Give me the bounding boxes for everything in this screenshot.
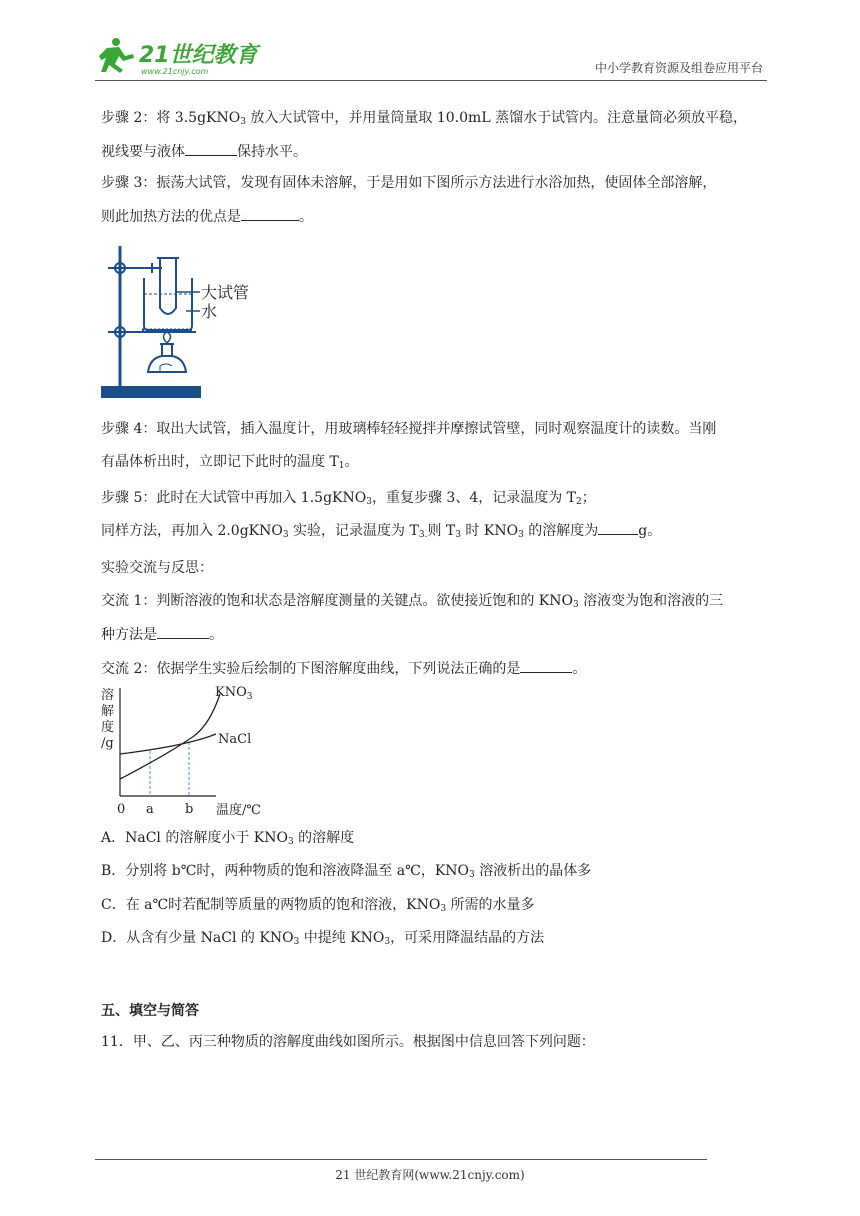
subscript: 2 (576, 497, 582, 507)
text: 保持水平。 (237, 144, 307, 160)
x-tick-0: 0 (117, 802, 126, 817)
text: ； (581, 490, 596, 506)
answer-blank[interactable] (598, 520, 638, 535)
text: 。 (344, 454, 359, 470)
step3-line2 (101, 206, 313, 227)
solubility-chart (98, 684, 278, 820)
y-axis-label-3: 度 (101, 720, 115, 735)
text: 时 KNO (460, 523, 519, 539)
logo-url: www.21cnjy.com (141, 67, 209, 76)
option-b[interactable] (101, 861, 591, 881)
x-tick-b: b (185, 802, 194, 817)
subscript: 3 (573, 600, 579, 610)
text: 同样方法，再加入 2.0gKNO (101, 523, 283, 539)
text: 视线要与液体 (101, 144, 185, 160)
step4-line2 (101, 452, 359, 472)
series-nacl-curve (120, 734, 216, 754)
text: 溶液析出的晶体多 (474, 863, 592, 879)
subscript: 3 (287, 837, 294, 847)
subscript: 3 (384, 937, 391, 947)
y-axis-label-1: 溶 (101, 688, 115, 703)
answer-blank[interactable] (520, 658, 572, 673)
text: 步骤 2：将 3.5gKNO (101, 110, 241, 126)
stand-base (102, 387, 200, 397)
page-header (95, 34, 767, 81)
series-label-nacl: NaCl (218, 732, 252, 747)
text: C．在 a℃时若配制等质量的两物质的饱和溶液，KNO (101, 897, 441, 913)
text: 种方法是 (101, 627, 157, 643)
text: 交流 2：依据学生实验后绘制的下图溶解度曲线，下列说法正确的是 (101, 661, 521, 677)
text: 中提纯 KNO (299, 930, 385, 946)
text: 有晶体析出时，立即记下此时的温度 T (101, 454, 339, 470)
subscript: 3 (240, 117, 246, 127)
step3-line1: 步骤 3：振荡大试管，发现有固体未溶解，于是用如下图所示方法进行水浴加热，使固体全部溶解， (101, 175, 717, 191)
text: ，可采用降温结晶的方法 (390, 930, 545, 946)
text: ，重复步骤 3、4，记录温度为 T (371, 490, 577, 506)
label-water: 水 (201, 302, 218, 321)
text: 。 (572, 661, 587, 677)
question-11: 11．甲、乙、丙三种物质的溶解度曲线如图所示。根据图中信息回答下列问题： (101, 1034, 595, 1050)
answer-blank[interactable] (241, 206, 299, 221)
step2-line1 (101, 108, 747, 128)
series-label-kno3: $KNO_3$ (215, 685, 253, 702)
text: B．分别将 b℃时，两种物质的饱和溶液降温至 a℃，KNO (101, 863, 470, 879)
reflection-title: 实验交流与反思： (101, 560, 213, 576)
x-axis-label: 温度/℃ (216, 803, 261, 818)
exchange1-line1 (101, 591, 723, 611)
text: 放入大试管中，并用量筒量取 10.0mL 蒸馏水于试管内。注意量筒必须放平稳， (245, 110, 748, 126)
subscript: 3 (469, 870, 475, 880)
label-large-test-tube: 大试管 (201, 283, 250, 302)
logo-text: 21世纪教育 (139, 43, 258, 68)
text: 的溶解度 (293, 830, 355, 846)
text: 。 (209, 627, 223, 643)
step2-line2 (101, 141, 307, 162)
exchange2-line (101, 658, 586, 679)
text: g。 (638, 523, 662, 539)
text: 溶液变为饱和溶液的三 (578, 593, 724, 609)
beaker (144, 278, 192, 330)
subscript: 3 (518, 530, 524, 540)
subscript: 3 (455, 530, 461, 540)
subscript: 3 (282, 530, 289, 540)
subscript: 3 (366, 497, 372, 507)
text: 所需的水量多 (446, 897, 535, 913)
water-bath-apparatus-figure (100, 244, 260, 400)
text: A．NaCl 的溶解度小于 KNO (101, 830, 288, 846)
large-test-tube (160, 258, 176, 314)
x-tick-a: a (146, 802, 154, 817)
same-method-line (101, 520, 661, 541)
subscript: 3 (293, 937, 300, 947)
site-name: 中小学教育资源及组卷应用平台 (594, 61, 763, 75)
text: 则此加热方法的优点是 (101, 209, 241, 225)
series-kno3-curve (120, 694, 220, 779)
exchange1-line2 (101, 624, 223, 645)
text: D．从含有少量 NaCl 的 KNO (101, 930, 294, 946)
option-a[interactable] (101, 828, 354, 848)
y-axis-label-4: /g (101, 736, 114, 751)
footer-divider (95, 1159, 707, 1160)
step4-line1: 步骤 4：取出大试管，插入温度计，用玻璃棒轻轻搅拌并摩擦试管壁，同时观察温度计的读数。当刚 (101, 421, 717, 437)
page-footer: 21 世纪教育网(www.21cnjy.com) (335, 1168, 525, 1182)
text: 。 (299, 209, 313, 225)
answer-blank[interactable] (157, 624, 209, 639)
section-title: 五、填空与简答 (101, 1003, 199, 1019)
option-d[interactable] (101, 928, 544, 948)
text: 实验，记录温度为 T (288, 523, 419, 539)
answer-blank[interactable] (185, 141, 237, 156)
subscript: 1 (338, 461, 345, 471)
step5-line (101, 488, 596, 508)
text: 交流 1：判断溶液的饱和状态是溶解度测量的关键点。欲使接近饱和的 KNO (101, 593, 573, 609)
text: 步骤 5：此时在大试管中再加入 1.5gKNO (101, 490, 367, 506)
subscript: 3. (418, 530, 428, 540)
text: 则 T (427, 523, 456, 539)
text: 的溶解度为 (523, 523, 599, 539)
subscript: 3 (440, 904, 447, 914)
logo-21cnjy (95, 34, 265, 78)
flame (164, 332, 171, 343)
y-axis-label-2: 解 (101, 704, 115, 719)
option-c[interactable] (101, 895, 535, 915)
